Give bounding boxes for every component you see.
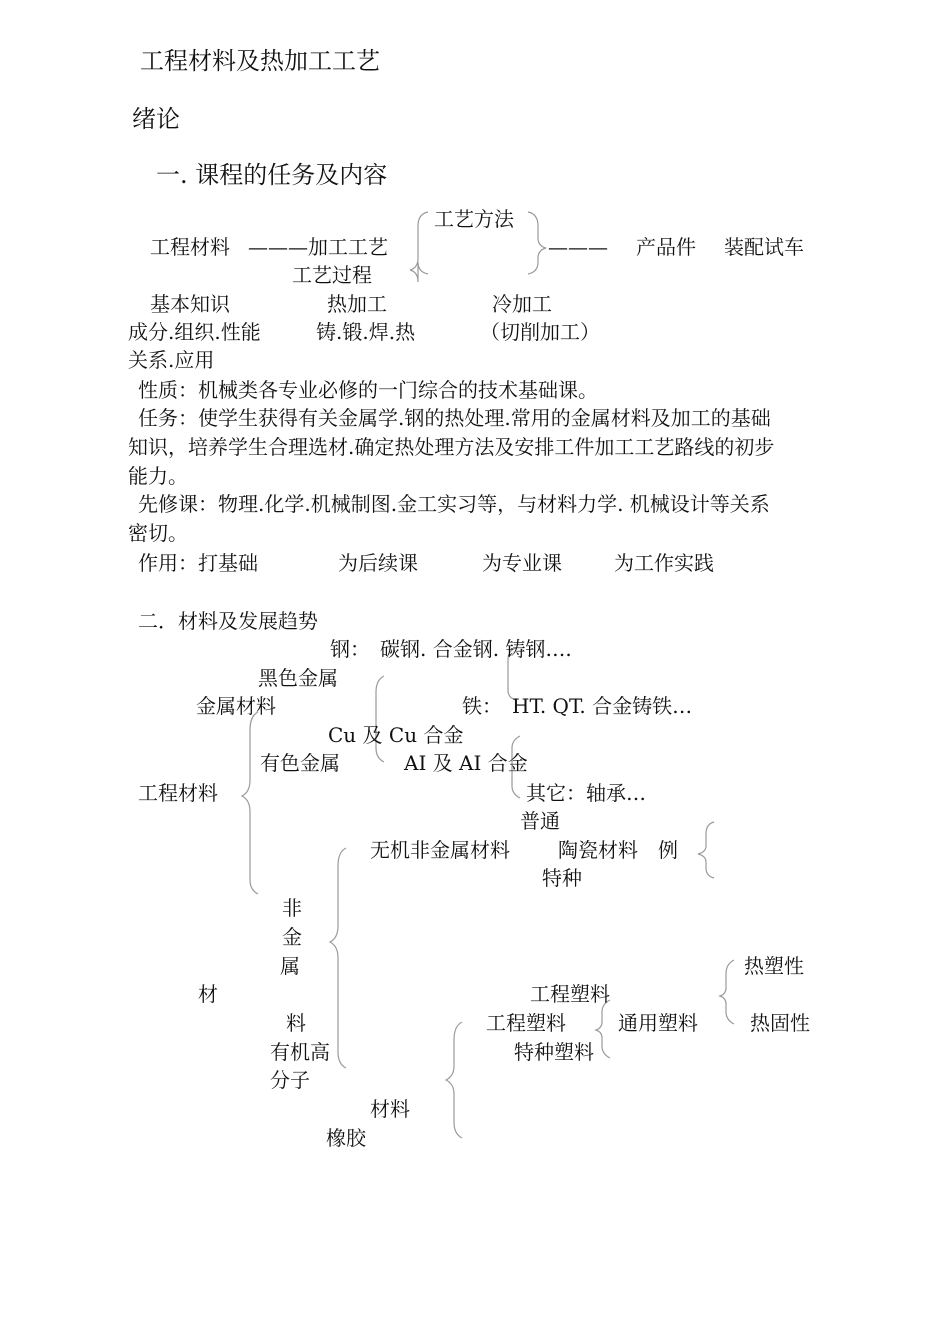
composition: 成分.组织.性能 <box>128 320 261 344</box>
nonferrous-metal: 有色金属 <box>260 751 340 775</box>
material-label: 材料 <box>370 1097 410 1121</box>
example: 例 <box>658 838 678 862</box>
brace-process-right <box>528 212 546 274</box>
role-label: 作用：打基础 <box>138 551 258 575</box>
relation-application: 关系.应用 <box>128 348 215 372</box>
brace-ceramic <box>698 822 714 878</box>
nonmetal-char-1: 非 <box>282 896 302 920</box>
task-line-2: 知识，培养学生合理选材.确定热处理方法及安排工件加工工艺路线的初步 <box>128 435 775 459</box>
engineering-materials: 工程材料 <box>138 781 218 805</box>
special-type: 特种 <box>542 866 582 890</box>
engineering-plastic-top: 工程塑料 <box>530 982 610 1006</box>
flow-processing: ———加工工艺 <box>248 235 388 259</box>
metal-materials: 金属材料 <box>196 694 276 718</box>
ceramic-materials: 陶瓷材料 <box>558 838 638 862</box>
nonmetal-char-3: 属 <box>280 954 300 978</box>
thermoset: 热固性 <box>750 1011 810 1035</box>
brace-ferrous <box>376 676 384 762</box>
process-route: 工艺过程 <box>292 263 372 287</box>
intro-heading: 绪论 <box>132 105 180 133</box>
molecule: 分子 <box>270 1068 310 1092</box>
liao-char: 料 <box>286 1011 306 1035</box>
organic-polymer: 有机高 <box>270 1040 330 1064</box>
al-alloy: AI 及 AI 合金 <box>404 751 528 775</box>
role-b: 为专业课 <box>482 551 562 575</box>
flow-product: 产品件 <box>636 235 696 259</box>
basic-knowledge: 基本知识 <box>150 292 230 316</box>
iron-text: 铁： HT. QT. 合金铸铁… <box>462 694 693 718</box>
flow-dash: ——— <box>548 235 608 259</box>
section2-heading: 二．材料及发展趋势 <box>138 609 318 633</box>
engineering-plastic: 工程塑料 <box>486 1011 566 1035</box>
process-method: 工艺方法 <box>434 207 514 231</box>
hot-working: 热加工 <box>327 292 387 316</box>
general-plastic: 通用塑料 <box>618 1011 698 1035</box>
rubber: 橡胶 <box>326 1126 366 1150</box>
brace-thermo <box>720 960 734 1024</box>
role-c: 为工作实践 <box>614 551 714 575</box>
nature-text: 性质：机械类各专业必修的一门综合的技术基础课。 <box>138 378 598 402</box>
steel-text: 钢： 碳钢. 合金钢. 铸钢…. <box>330 637 572 661</box>
nonmetal-char-2: 金 <box>282 925 302 949</box>
brace-metal <box>242 712 258 894</box>
task-line-3: 能力。 <box>128 464 188 488</box>
cutting: （切削加工） <box>480 320 600 344</box>
document-title: 工程材料及热加工工艺 <box>140 47 380 75</box>
ferrous-metal: 黑色金属 <box>258 666 338 690</box>
brace-process-left <box>410 212 428 282</box>
section1-heading: 一. 课程的任务及内容 <box>156 161 388 189</box>
prereq-line-2: 密切。 <box>128 521 188 545</box>
task-line-1: 任务：使学生获得有关金属学.钢的热处理.常用的金属材料及加工的基础 <box>138 406 771 430</box>
inorganic-nonmetal: 无机非金属材料 <box>370 838 510 862</box>
brace-plastic <box>596 1000 610 1058</box>
prereq-line-1: 先修课：物理.化学.机械制图.金工实习等，与材料力学. 机械设计等关系 <box>138 492 770 516</box>
thermoplastic: 热塑性 <box>744 954 804 978</box>
flow-start: 工程材料 <box>150 235 230 259</box>
casting: 铸.锻.焊.热 <box>316 320 416 344</box>
role-a: 为后续课 <box>338 551 418 575</box>
brace-organic <box>446 1022 462 1138</box>
other-bearing: 其它：轴承… <box>526 781 646 805</box>
ordinary: 普通 <box>520 809 560 833</box>
flow-assembly: 装配试车 <box>724 235 804 259</box>
cai-char: 材 <box>198 982 218 1006</box>
brace-nonmetal <box>330 848 346 1068</box>
cold-working: 冷加工 <box>492 292 552 316</box>
cu-alloy: Cu 及 Cu 合金 <box>328 723 464 747</box>
special-plastic: 特种塑料 <box>514 1040 594 1064</box>
